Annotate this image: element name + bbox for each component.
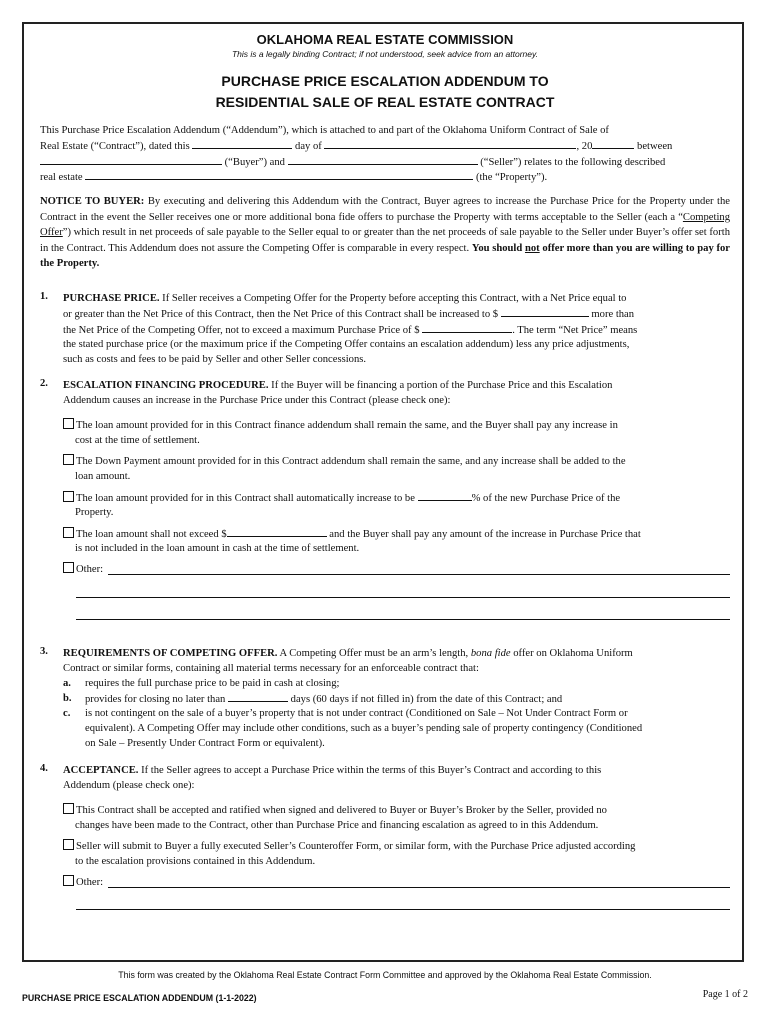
- item-c-line-1: is not contingent on the sale of a buyer’s property that is not under contract (Conditioned on Sale – Not Under Contract Form or: [85, 708, 628, 719]
- s2-option-4-checkbox[interactable]: [63, 527, 74, 538]
- s2-option-2: The Down Payment amount provided for in this Contract addendum shall remain the same, and any increase shall be added to the: [63, 454, 730, 470]
- item-a-label: a.: [63, 678, 71, 689]
- s2-option-1-checkbox[interactable]: [63, 418, 74, 429]
- section-1-line-2: or greater than the Net Price of this Contract, then the Net Price of this Contract shall be increased to $ more than: [63, 306, 730, 323]
- s2-option-3-checkbox[interactable]: [63, 491, 74, 502]
- notice-to-buyer: NOTICE TO BUYER: By executing and delivering this Addendum with the Contract, Buyer agrees to increase the Purchase Price for the Property under the Contract in the event the Seller receives one or more additional bona fide offers to purchase the Property with terms acceptable to the Seller (each a “Competing Offer”) which result in net proceeds of sale payable to the Seller equal to or greater than the net proceeds of sale payable to the Seller under Buyer’s offer set forth in the Contract. This Addendum does not assure the Competing Offer is comparable in every respect. You should not offer more than you are willing to pay for the Property.: [40, 196, 731, 270]
- item-b: provides for closing no later than days (60 days if not filled in) from the date of this Contract; and: [85, 691, 730, 708]
- section-4-line-1: ACCEPTANCE. If the Seller agrees to accept a Purchase Price within the terms of this Buyer’s Contract and according to this: [63, 765, 602, 776]
- form-identifier: PURCHASE PRICE ESCALATION ADDENDUM (1-1-2022): [22, 993, 257, 1003]
- date-year-field[interactable]: [592, 138, 634, 149]
- property-field[interactable]: [85, 169, 473, 180]
- s4-option-other: Other:: [63, 875, 730, 891]
- s2-option-2-checkbox[interactable]: [63, 454, 74, 465]
- loan-cap-field[interactable]: [227, 526, 327, 537]
- form-title-line1: PURCHASE PRICE ESCALATION ADDENDUM TO: [221, 73, 549, 89]
- closing-days-field[interactable]: [228, 691, 288, 702]
- item-c-line-2: equivalent). A Competing Offer may include other conditions, such as a buyer’s pending sale of property contingency (Conditioned: [85, 723, 643, 734]
- s2-other-checkbox[interactable]: [63, 562, 74, 573]
- s4-option-2-cont: to the escalation provisions contained in this Addendum.: [75, 856, 316, 867]
- seller-name-field[interactable]: [288, 154, 478, 165]
- section-1-line-3: the Net Price of the Competing Offer, not to exceed a maximum Purchase Price of $ . The term “Net Price” means: [63, 322, 730, 339]
- s4-option-2-checkbox[interactable]: [63, 839, 74, 850]
- s2-option-other: Other:: [63, 562, 730, 578]
- s2-option-3-cont: Property.: [75, 507, 114, 518]
- buyer-name-field[interactable]: [40, 154, 222, 165]
- s2-option-4: The loan amount shall not exceed $ and the Buyer shall pay any amount of the increase in Purchase Price that: [63, 526, 730, 543]
- s4-other-line-1[interactable]: [108, 887, 730, 888]
- s2-option-2-cont: loan amount.: [75, 471, 131, 482]
- s4-option-2: Seller will submit to Buyer a fully executed Seller’s Counteroffer Form, or similar form, with the Purchase Price adjusted according: [63, 839, 730, 855]
- section-2-line-1: ESCALATION FINANCING PROCEDURE. If the Buyer will be financing a portion of the Purchase Price and this Escalation: [63, 380, 613, 391]
- s2-other-line-2[interactable]: [76, 597, 730, 598]
- s2-option-3: The loan amount provided for in this Contract shall automatically increase to be % of the new Purchase Price of the: [63, 490, 730, 507]
- legal-warning: This is a legally binding Contract; if not understood, seek advice from an attorney.: [231, 49, 538, 59]
- s4-option-1-cont: changes have been made to the Contract, other than Purchase Price and financing escalation as agreed to in this Addendum.: [75, 820, 599, 831]
- section-2-line-2: Addendum causes an increase in the Purchase Price under this Contract (please check one):: [63, 395, 451, 406]
- footer-note: This form was created by the Oklahoma Real Estate Contract Form Committee and approved by the Oklahoma Real Estate Commission.: [118, 970, 652, 980]
- form-title-line2: RESIDENTIAL SALE OF REAL ESTATE CONTRACT: [215, 94, 555, 110]
- section-1-line-5: such as costs and fees to be paid by Seller and other Seller concessions.: [63, 354, 367, 365]
- max-price-field[interactable]: [422, 322, 512, 333]
- section-4-line-2: Addendum (please check one):: [63, 780, 195, 791]
- page-number: Page 1 of 2: [702, 989, 748, 1000]
- intro-line-3: (“Buyer”) and (“Seller”) relates to the following described: [40, 154, 730, 171]
- date-month-field[interactable]: [324, 138, 576, 149]
- section-4-number: 4.: [40, 763, 48, 774]
- loan-percent-field[interactable]: [418, 490, 472, 501]
- section-2-number: 2.: [40, 378, 48, 389]
- intro-line-4: real estate (the “Property”).: [40, 169, 730, 186]
- s4-option-1: This Contract shall be accepted and ratified when signed and delivered to Buyer or Buyer’s Broker by the Seller, provided no: [63, 803, 730, 819]
- section-1-line-4: the stated purchase price (or the maximum price if the Competing Offer contains an escalation addendum) less any price adjustments,: [63, 339, 630, 350]
- section-1-line-1: PURCHASE PRICE. If Seller receives a Competing Offer for the Property before accepting this Contract, with a Net Price equal to: [63, 293, 627, 304]
- s4-option-1-checkbox[interactable]: [63, 803, 74, 814]
- date-day-field[interactable]: [192, 138, 292, 149]
- section-3-number: 3.: [40, 646, 48, 657]
- intro-line-1: This Purchase Price Escalation Addendum (“Addendum”), which is attached to and part of the Oklahoma Uniform Contract of Sale of: [40, 125, 609, 136]
- s4-other-line-2[interactable]: [76, 909, 730, 910]
- s2-option-4-cont: is not included in the loan amount in cash at the time of settlement.: [75, 543, 360, 554]
- s2-option-1-cont: cost at the time of settlement.: [75, 435, 200, 446]
- item-b-label: b.: [63, 693, 72, 704]
- org-heading: OKLAHOMA REAL ESTATE COMMISSION: [256, 32, 514, 47]
- s2-other-line-1[interactable]: [108, 574, 730, 575]
- section-3-line-1: REQUIREMENTS OF COMPETING OFFER. A Competing Offer must be an arm’s length, bona fide offer on Oklahoma Uniform: [63, 648, 633, 659]
- s2-option-1: The loan amount provided for in this Contract finance addendum shall remain the same, and the Buyer shall pay any increase in: [63, 418, 730, 434]
- item-c-line-3: on Sale – Presently Under Contract Form or equivalent).: [85, 738, 325, 749]
- s4-other-checkbox[interactable]: [63, 875, 74, 886]
- s2-other-line-3[interactable]: [76, 619, 730, 620]
- item-a: requires the full purchase price to be paid in cash at closing;: [85, 678, 340, 689]
- section-1-number: 1.: [40, 291, 48, 302]
- intro-line-2: Real Estate (“Contract”), dated this day of , 20 between: [40, 138, 730, 155]
- item-c-label: c.: [63, 708, 71, 719]
- section-3-line-2: Contract or similar forms, containing all material terms necessary for an enforceable contract that:: [63, 663, 479, 674]
- increment-amount-field[interactable]: [501, 306, 589, 317]
